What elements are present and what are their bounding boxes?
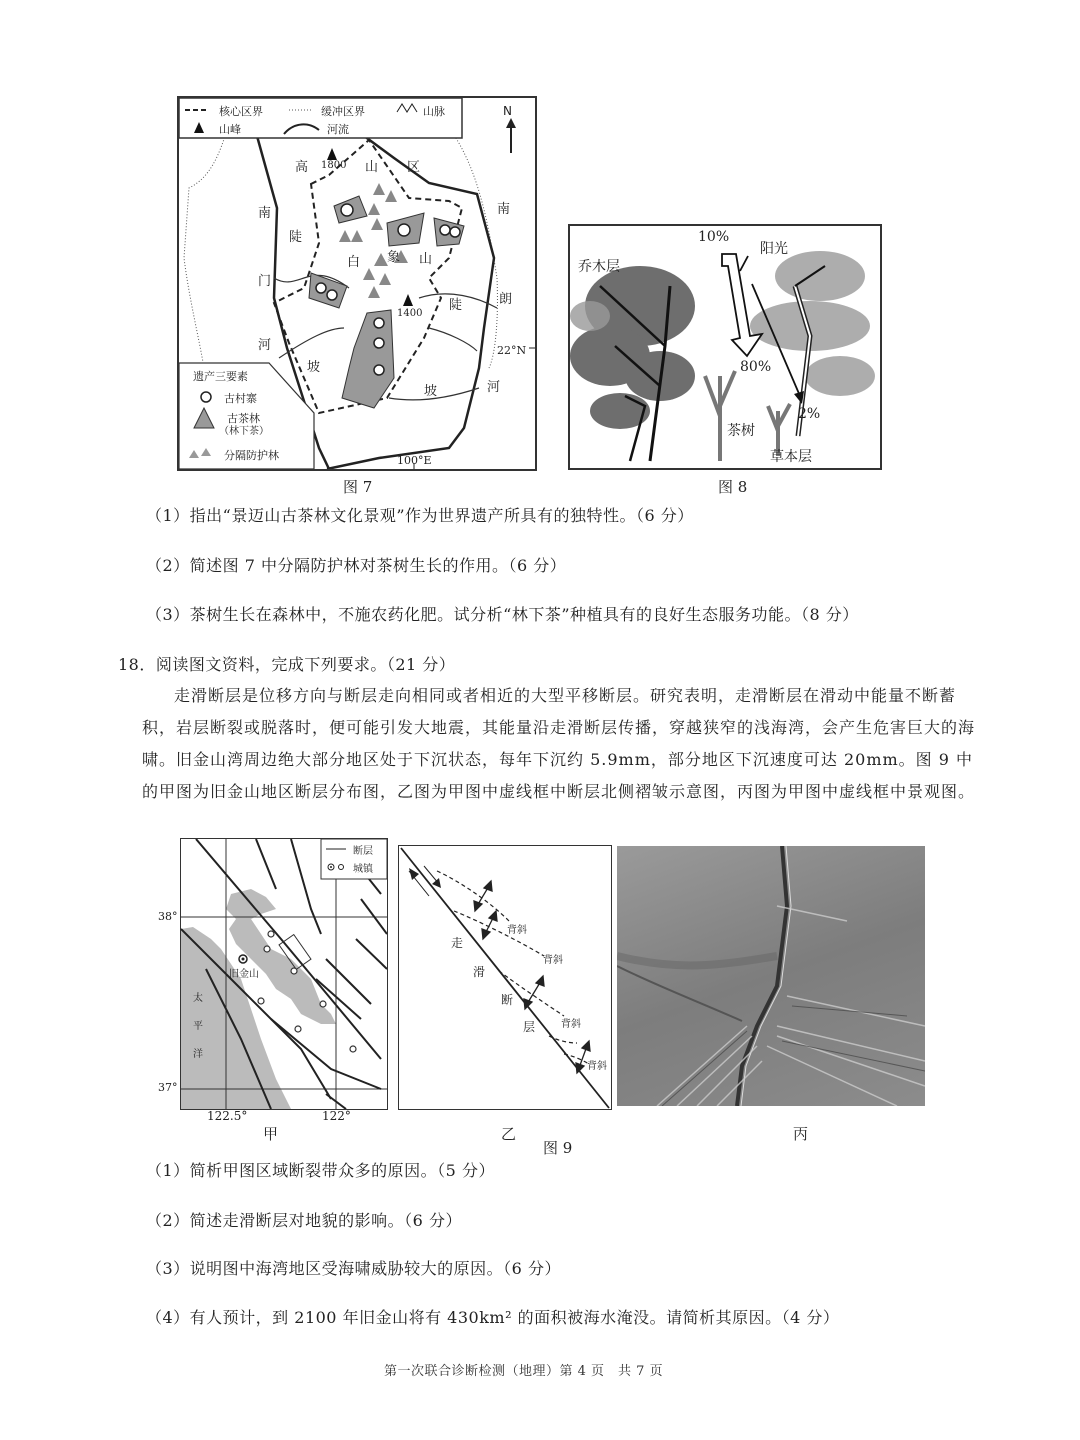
place-nan-2: 南 (497, 202, 511, 217)
lon-122-5: 122.5° (207, 1109, 248, 1123)
place-men: 门 (258, 274, 272, 289)
place-po-2: 坡 (424, 384, 438, 399)
fault-char-3: 断 (501, 993, 514, 1007)
fault-char-1: 走 (451, 936, 464, 950)
anticline-label-4: 背斜 (587, 1061, 607, 1072)
figure-9-caption: 图 9 (543, 1139, 573, 1157)
anticline-label-3: 背斜 (561, 1019, 581, 1030)
herb-layer-label: 草本层 (770, 449, 812, 465)
legend-fault: 断层 (353, 846, 373, 857)
q18-item-3: （3）说明图中海湾地区受海啸威胁较大的原因。（6 分） (146, 1259, 561, 1278)
place-lu-2: 陡 (449, 298, 463, 313)
legend-tea-forest-note: （林下茶） (219, 426, 269, 437)
lat-38: 38° (158, 910, 178, 923)
place-shan: 山 (365, 160, 379, 175)
tea-tree-label: 茶树 (727, 423, 755, 439)
lat-22n: 22°N (497, 344, 527, 357)
figure-9-bing-photo (617, 846, 925, 1106)
figure-8-illustration (568, 224, 882, 470)
lat-37: 37° (158, 1081, 178, 1094)
figure-8-caption: 图 8 (718, 478, 748, 496)
q18-heading: 18．阅读图文资料，完成下列要求。（21 分） (118, 655, 456, 674)
ocean-char-3: 洋 (193, 1049, 203, 1060)
ocean-char-2: 平 (193, 1021, 203, 1032)
legend-heritage-title: 遗产三要素 (193, 370, 248, 383)
tree-layer-label: 乔木层 (578, 259, 620, 275)
place-lang: 朗 (499, 292, 513, 307)
legend-mountain-range: 山脉 (423, 105, 445, 118)
peak-1400: 1400 (397, 308, 423, 319)
figure-9-jia-map (180, 838, 388, 1110)
lon-122: 122° (322, 1109, 351, 1123)
place-lu: 陡 (289, 230, 303, 245)
yi-label: 乙 (501, 1125, 517, 1143)
figure-7-map (177, 96, 537, 471)
pct-80: 80% (740, 359, 772, 375)
place-xiang: 象 (387, 250, 401, 265)
place-qu: 区 (407, 160, 421, 175)
legend-river: 河流 (327, 123, 349, 136)
q18-item-1: （1）简析甲图区域断裂带众多的原因。（5 分） (146, 1161, 495, 1180)
fault-char-2: 滑 (473, 965, 486, 979)
place-he-2: 河 (487, 380, 501, 395)
legend-buffer-boundary: 缓冲区界 (321, 105, 365, 118)
legend-town: 城镇 (353, 864, 373, 875)
q17-item-1: （1）指出“景迈山古茶林文化景观”作为世界遗产所具有的独特性。（6 分） (146, 506, 694, 525)
place-gao: 高 (295, 160, 309, 175)
place-bai: 白 (347, 255, 361, 270)
page-footer: 第一次联合诊断检测（地理）第 4 页 共 7 页 (384, 1364, 664, 1379)
jia-label: 甲 (263, 1125, 279, 1143)
q18-item-2: （2）简述走滑断层对地貌的影响。（6 分） (146, 1211, 462, 1230)
legend-protection-forest: 分隔防护林 (224, 449, 279, 462)
legend-tea-forest: 古茶林 (227, 412, 260, 425)
bing-label: 丙 (793, 1125, 809, 1143)
city-san-francisco: 旧金山 (229, 969, 259, 980)
place-po: 坡 (307, 360, 321, 375)
fault-char-4: 层 (523, 1020, 536, 1034)
figure-9-yi-diagram (398, 845, 612, 1110)
north-label: N (503, 104, 512, 118)
sunlight-label: 阳光 (760, 241, 788, 257)
q17-item-2: （2）简述图 7 中分隔防护林对茶树生长的作用。（6 分） (146, 556, 567, 575)
ocean-char-1: 太 (193, 993, 203, 1004)
q17-item-3: （3）茶树生长在森林中，不施农药化肥。试分析“林下茶”种植具有的良好生态服务功能。（8 分） (146, 605, 859, 624)
lon-100e: 100°E (397, 454, 432, 467)
place-nan: 南 (258, 206, 272, 221)
legend-peak: 山峰 (219, 123, 241, 136)
peak-1800: 1800 (321, 160, 347, 171)
anticline-label-2: 背斜 (543, 955, 563, 966)
legend-village: 古村寨 (224, 392, 257, 405)
q18-paragraph: 走滑断层是位移方向与断层走向相同或者相近的大型平移断层。研究表明，走滑断层在滑动中能量不断蓄积，岩层断裂或脱落时，便可能引发大地震，其能量沿走滑断层传播，穿越狭窄的浅海湾，会产生危害巨大的海啸。旧金山湾周边绝大部分地区处于下沉状态，每年下沉约 5.9mm，部分地区下沉速度可达 20mm。图 9 中的甲图为旧金山地区断层分布图，乙图为甲图中虚线框中断层北侧褶皱示意图，丙图为甲图中虚线框中景观图。 (142, 686, 976, 801)
place-shan-2: 山 (419, 252, 433, 267)
anticline-label-1: 背斜 (507, 925, 527, 936)
fault-landscape-image (617, 846, 925, 1106)
legend-core-boundary: 核心区界 (219, 105, 263, 118)
pct-2: 2% (798, 406, 821, 422)
figure-7-caption: 图 7 (343, 478, 373, 496)
q18-item-4: （4）有人预计，到 2100 年旧金山将有 430km² 的面积被海水淹没。请简析其原因。（4 分） (146, 1308, 840, 1327)
jia-drawing (181, 839, 387, 1109)
yi-drawing (399, 846, 611, 1109)
place-he: 河 (258, 338, 272, 353)
pct-10: 10% (698, 229, 730, 245)
